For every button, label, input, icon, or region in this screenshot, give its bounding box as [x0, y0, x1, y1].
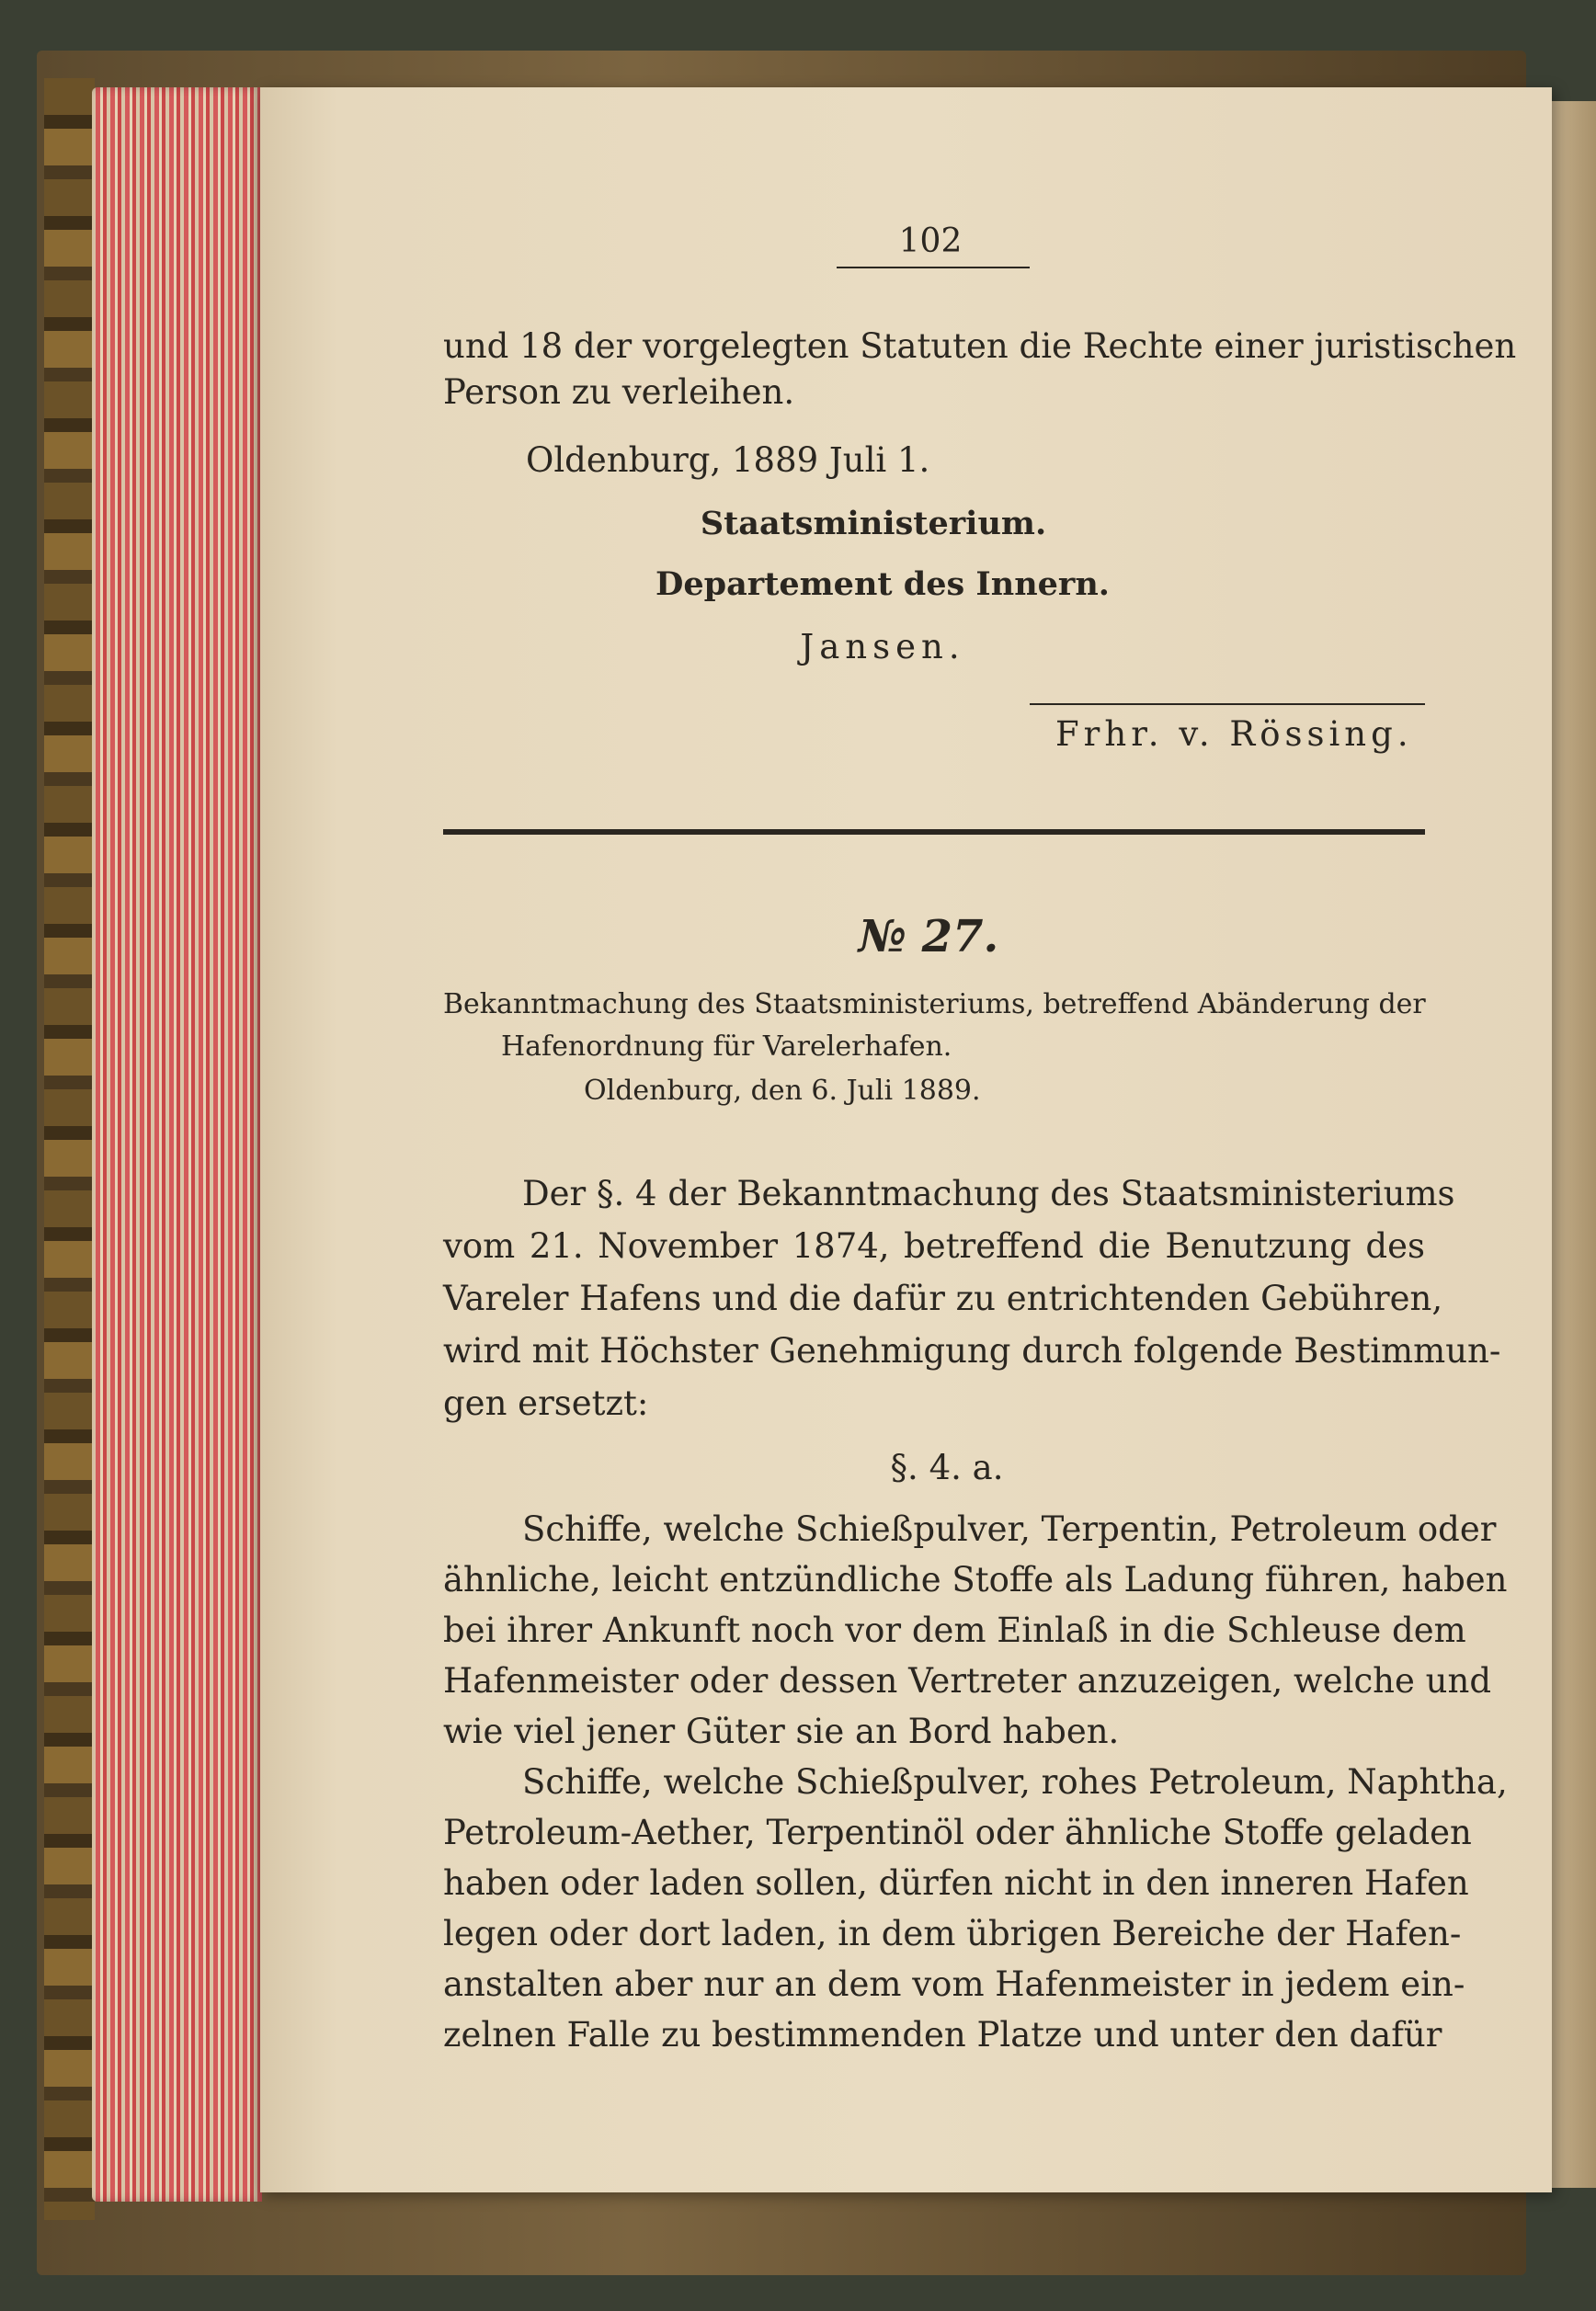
para2-line-1: Schiffe, welche Schießpulver, rohes Petroleum, Naphtha, — [522, 1762, 1508, 1802]
para2-line-4: legen oder dort laden, in dem übrigen Bereiche der Hafen- — [443, 1914, 1462, 1953]
para1-line-3: bei ihrer Ankunft noch vor dem Einlaß in die Schleuse dem — [443, 1611, 1466, 1650]
para1-line-2: ähnliche, leicht entzündliche Stoffe als Ladung führen, haben — [443, 1560, 1508, 1599]
intro-line-3: Vareler Hafens und die dafür zu entrichtenden Gebühren, — [443, 1279, 1443, 1318]
book-spine — [44, 78, 95, 2220]
section-heading: §. 4. a. — [890, 1448, 1004, 1487]
para2-line-5: anstalten aber nur an dem vom Hafenmeister in jedem ein- — [443, 1964, 1465, 2004]
page-edges — [92, 87, 262, 2202]
continuation-line-2: Person zu verleihen. — [443, 372, 795, 412]
page-number-rule — [837, 267, 1030, 268]
para2-line-3: haben oder laden sollen, dürfen nicht in den inneren Hafen — [443, 1863, 1469, 1903]
para2-line-6: zelnen Falle zu bestimmenden Platze und unter den dafür — [443, 2015, 1442, 2055]
signature-rule — [1030, 703, 1425, 705]
entry-date: Oldenburg, den 6. Juli 1889. — [584, 1075, 981, 1107]
page-number: 102 — [898, 222, 963, 260]
para2-line-2: Petroleum-Aether, Terpentinöl oder ähnliche Stoffe geladen — [443, 1813, 1472, 1852]
para1-line-5: wie viel jener Güter sie an Bord haben. — [443, 1712, 1120, 1751]
department-signature: Departement des Innern. — [656, 565, 1110, 603]
entry-title-line-1: Bekanntmachung des Staatsministeriums, betreffend Abänderung der — [443, 988, 1426, 1020]
para1-line-1: Schiffe, welche Schießpulver, Terpentin, Petroleum oder — [522, 1509, 1497, 1549]
intro-line-5: gen ersetzt: — [443, 1383, 649, 1423]
secretary-name: Frhr. v. Rössing. — [1055, 714, 1413, 754]
intro-line-2: vom 21. November 1874, betreffend die Benutzung des — [443, 1226, 1425, 1266]
section-divider — [443, 829, 1425, 835]
minister-name: Jansen. — [800, 627, 965, 666]
intro-line-4: wird mit Höchster Genehmigung durch folgende Bestimmun- — [443, 1331, 1501, 1371]
place-date: Oldenburg, 1889 Juli 1. — [526, 440, 930, 480]
para1-line-4: Hafenmeister oder dessen Vertreter anzuzeigen, welche und — [443, 1661, 1492, 1701]
entry-title-line-2: Hafenordnung für Varelerhafen. — [501, 1030, 952, 1063]
intro-line-1: Der §. 4 der Bekanntmachung des Staatsministeriums — [522, 1174, 1455, 1213]
continuation-line-1: und 18 der vorgelegten Statuten die Rechte einer juristischen — [443, 326, 1517, 366]
facing-page-edge — [1546, 101, 1596, 2188]
ministry-signature: Staatsministerium. — [700, 505, 1047, 542]
entry-number: № 27. — [858, 911, 999, 962]
